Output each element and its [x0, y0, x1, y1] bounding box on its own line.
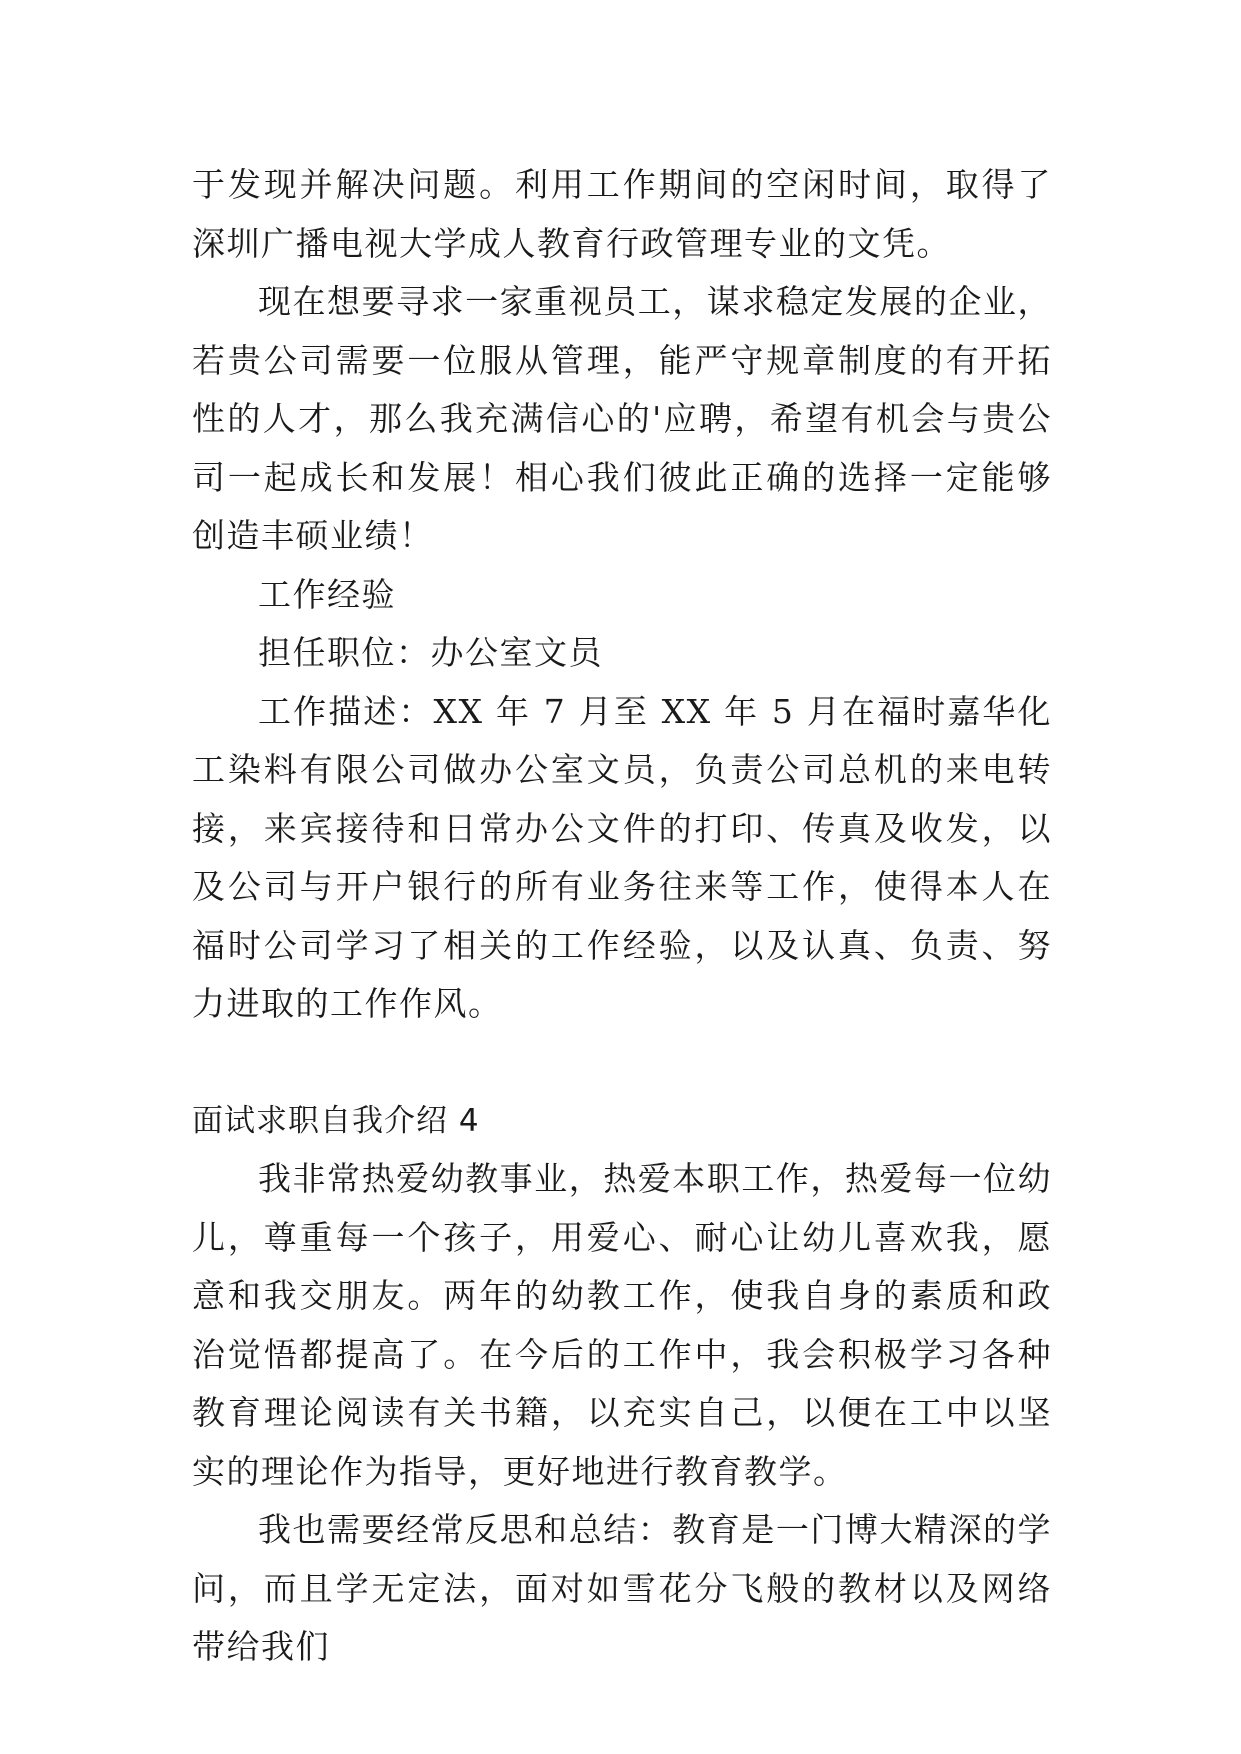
position-line: 担任职位：办公室文员 [258, 633, 603, 672]
closing-paragraph: 现在想要寻求一家重视员工，谋求稳定发展的企业，若贵公司需要一位服从管理，能严守规章制度的有开拓性的人才，那么我充满信心的'应聘，希望有机会与贵公司一起成长和发展！相心我们彼此正确的选择一定能够创造丰硕业绩！ [192, 282, 1052, 555]
continuation-paragraph: 于发现并解决问题。利用工作期间的空闲时间，取得了深圳广播电视大学成人教育行政管理专业的文凭。 [192, 165, 1052, 263]
work-experience-heading: 工作经验 [258, 574, 396, 614]
section-title: 面试求职自我介绍 4 [192, 1102, 480, 1139]
work-description-paragraph: 工作描述：XX 年 7 月至 XX 年 5 月在福时嘉华化工染料有限公司做办公室文员，负责公司总机的来电转接，来宾接待和日常办公文件的打印、传真及收发，以及公司与开户银行的所有业务往来等工作，使得本人在福时公司学习了相关的工作经验，以及认真、负责、努力进取的工作作风。 [192, 691, 1052, 1023]
document-body [192, 156, 1052, 1677]
section-paragraph-2: 我也需要经常反思和总结：教育是一门博大精深的学问，而且学无定法，面对如雪花分飞般的教材以及网络带给我们 [192, 1510, 1052, 1666]
section-paragraph-1: 我非常热爱幼教事业，热爱本职工作，热爱每一位幼儿，尊重每一个孩子，用爱心、耐心让幼儿喜欢我，愿意和我交朋友。两年的幼教工作，使我自身的素质和政治觉悟都提高了。在今后的工作中，我会积极学习各种教育理论阅读有关书籍，以充实自己，以便在工中以坚实的理论作为指导，更好地进行教育教学。 [192, 1159, 1052, 1491]
section-spacer [192, 1034, 1052, 1092]
